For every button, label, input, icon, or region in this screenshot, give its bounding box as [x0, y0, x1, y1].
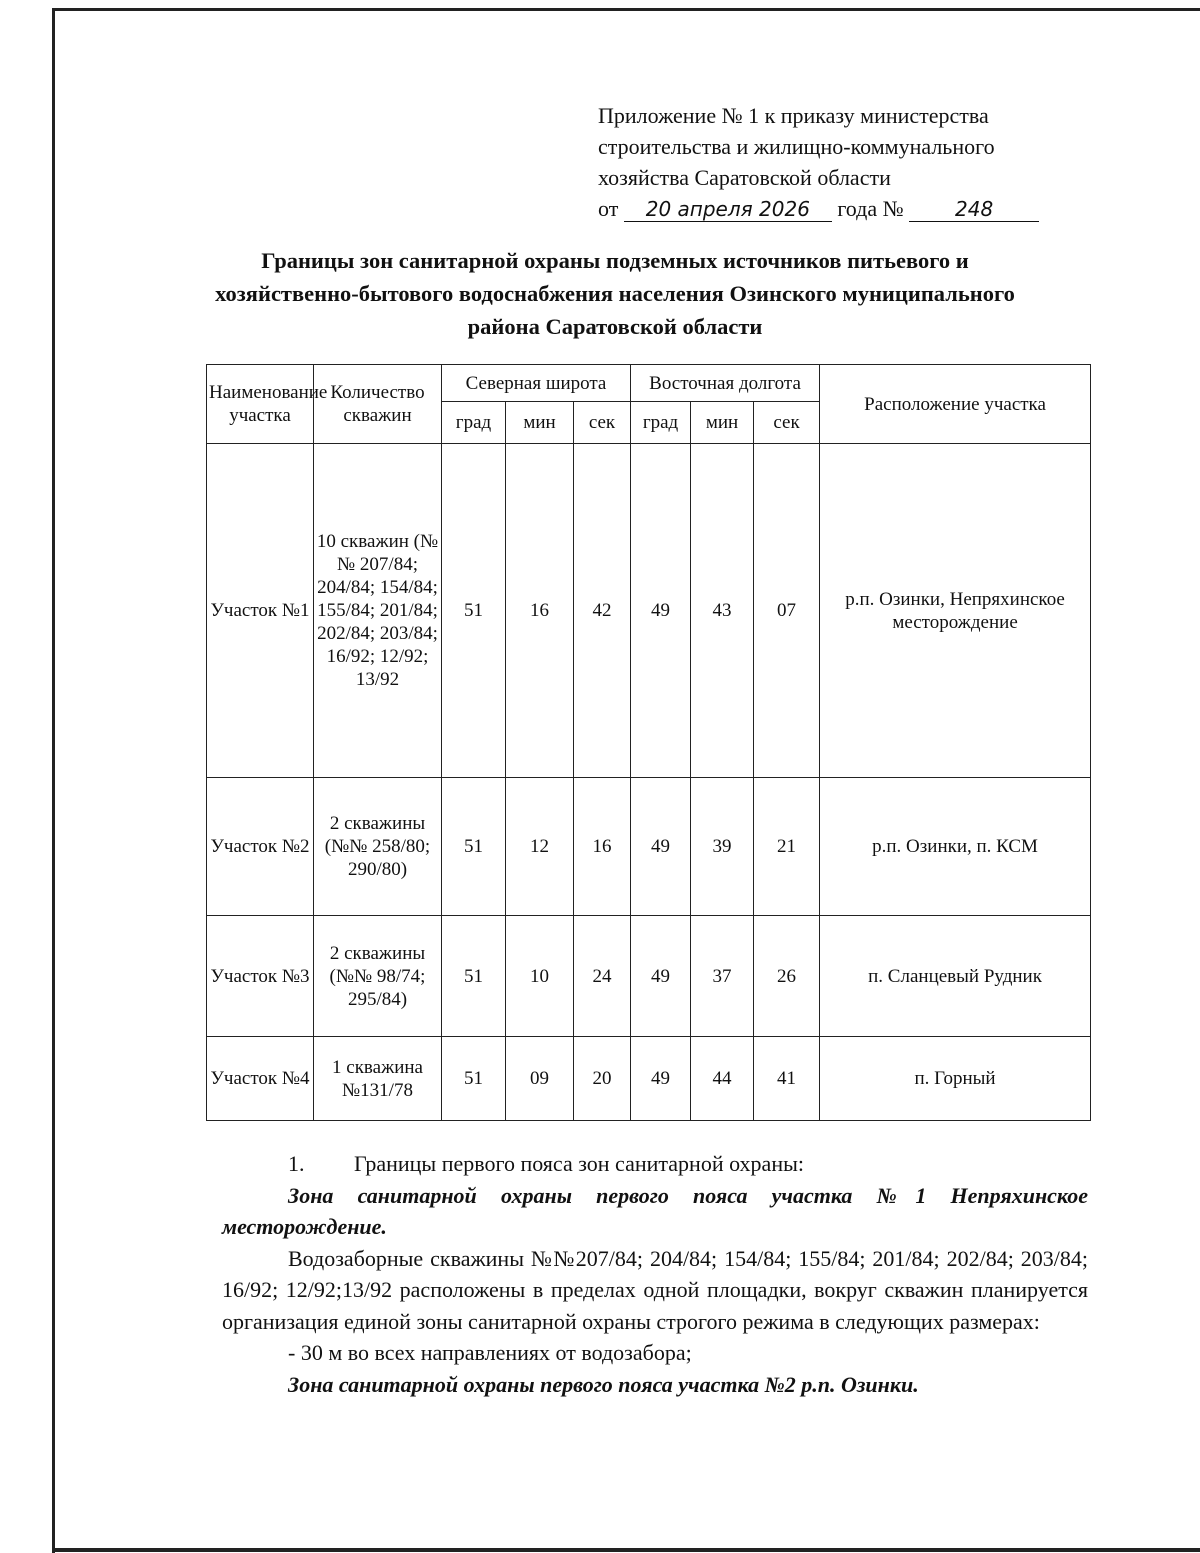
cell-name: Участок №1	[207, 444, 314, 778]
numbered-item	[222, 1148, 1088, 1180]
header-wells: Количество скважин	[314, 365, 442, 444]
approval-line: Приложение № 1 к приказу министерства	[598, 103, 989, 128]
table-row	[207, 778, 1091, 916]
header-name: Наименование участка	[207, 365, 314, 444]
year-label: года №	[837, 196, 904, 221]
cell-lat-deg: 51	[442, 1037, 506, 1121]
cell-lon-sec: 07	[754, 444, 820, 778]
cell-location: р.п. Озинки, Непряхинское месторождение	[820, 444, 1091, 778]
scan-border-left	[52, 8, 55, 1553]
cell-lat-sec: 24	[574, 916, 631, 1037]
document-title: Границы зон санитарной охраны подземных источников питьевого и хозяйственно-бытового водоснабжения населения Озинского муниципального района Саратовской области	[215, 248, 1015, 339]
table-row	[207, 444, 1091, 778]
cell-lat-sec: 42	[574, 444, 631, 778]
body-text	[222, 1148, 1088, 1400]
cell-location: п. Сланцевый Рудник	[820, 916, 1091, 1037]
cell-wells: 1 скважина №131/78	[314, 1037, 442, 1121]
cell-lon-sec: 26	[754, 916, 820, 1037]
zone1-size: - 30 м во всех направлениях от водозабора;	[288, 1340, 692, 1365]
item-number: 1.	[288, 1151, 305, 1176]
cell-lon-deg: 49	[631, 778, 691, 916]
cell-lat-deg: 51	[442, 444, 506, 778]
cell-lat-min: 09	[506, 1037, 574, 1121]
cell-name: Участок №3	[207, 916, 314, 1037]
cell-lat-deg: 51	[442, 778, 506, 916]
cell-location: р.п. Озинки, п. КСМ	[820, 778, 1091, 916]
header-lat: Северная широта	[442, 365, 631, 402]
item-text: Границы первого пояса зон санитарной охраны:	[354, 1151, 804, 1176]
cell-lat-min: 10	[506, 916, 574, 1037]
cell-lat-sec: 16	[574, 778, 631, 916]
handwritten-number: 248	[909, 197, 1039, 222]
zone1-heading: Зона санитарной охраны первого пояса участка №1 Непряхинское месторождение.	[222, 1182, 1088, 1239]
cell-wells: 10 скважин (№№ 207/84; 204/84; 154/84; 155/84; 201/84; 202/84; 203/84; 16/92; 12/92; 13/92	[314, 444, 442, 778]
cell-wells: 2 скважины (№№ 98/74; 295/84)	[314, 916, 442, 1037]
handwritten-date: 20 апреля 2026	[624, 197, 832, 222]
table-row	[207, 916, 1091, 1037]
cell-lon-min: 37	[691, 916, 754, 1037]
approval-date-line	[598, 193, 1118, 224]
cell-lon-min: 39	[691, 778, 754, 916]
approval-line: строительства и жилищно-коммунального	[598, 134, 995, 159]
table-row	[207, 1037, 1091, 1121]
cell-wells: 2 скважины (№№ 258/80; 290/80)	[314, 778, 442, 916]
cell-lon-deg: 49	[631, 916, 691, 1037]
zones-table	[206, 364, 1091, 1121]
cell-lon-min: 43	[691, 444, 754, 778]
cell-name: Участок №4	[207, 1037, 314, 1121]
cell-lat-deg: 51	[442, 916, 506, 1037]
cell-lon-sec: 21	[754, 778, 820, 916]
cell-lon-deg: 49	[631, 1037, 691, 1121]
cell-location: п. Горный	[820, 1037, 1091, 1121]
cell-name: Участок №2	[207, 778, 314, 916]
header-lat-sec: сек	[574, 402, 631, 444]
header-lat-min: мин	[506, 402, 574, 444]
cell-lat-min: 16	[506, 444, 574, 778]
cell-lat-sec: 20	[574, 1037, 631, 1121]
header-lon-deg: град	[631, 402, 691, 444]
header-location: Расположение участка	[820, 365, 1091, 444]
header-lon-sec: сек	[754, 402, 820, 444]
date-prefix: от	[598, 196, 619, 221]
cell-lon-min: 44	[691, 1037, 754, 1121]
scan-border-bottom	[52, 1548, 1200, 1552]
cell-lat-min: 12	[506, 778, 574, 916]
cell-lon-sec: 41	[754, 1037, 820, 1121]
cell-lon-deg: 49	[631, 444, 691, 778]
approval-block	[598, 100, 1118, 224]
scan-border-top	[52, 8, 1200, 11]
header-lon-min: мин	[691, 402, 754, 444]
zone2-heading: Зона санитарной охраны первого пояса участка №2 р.п. Озинки.	[288, 1371, 919, 1397]
zone1-paragraph: Водозаборные скважины №№207/84; 204/84; 154/84; 155/84; 201/84; 202/84; 203/84; 16/92; 12/92;13/92 расположены в пределах одной площадки, вокруг скважин планируется организация единой зоны санитарной охраны строгого режима в следующих размерах:	[222, 1245, 1088, 1334]
approval-line: хозяйства Саратовской области	[598, 165, 891, 190]
header-lat-deg: град	[442, 402, 506, 444]
header-lon: Восточная долгота	[631, 365, 820, 402]
